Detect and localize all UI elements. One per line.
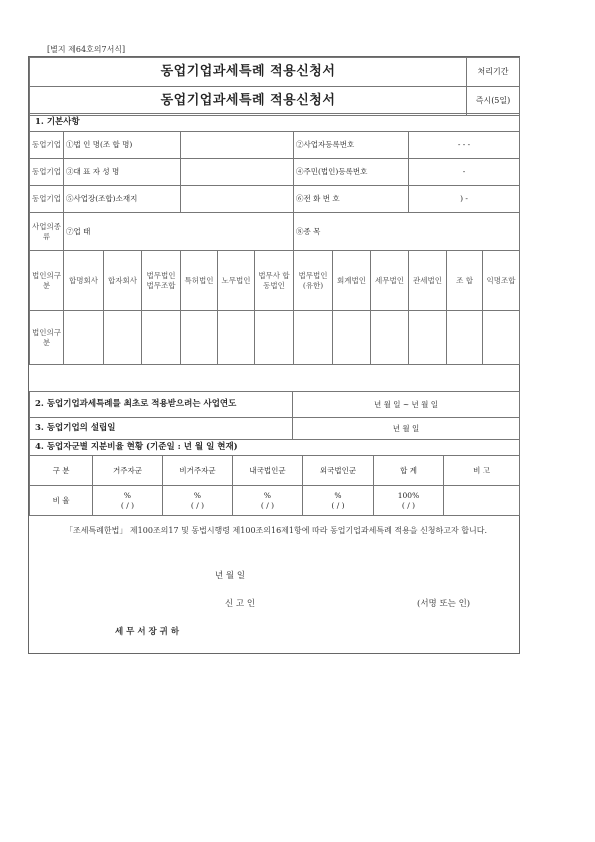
field-corp-name-label: ①법 인 명(조 합 명) — [64, 132, 181, 159]
field-ceo-label: ③대 표 자 성 명 — [64, 159, 181, 186]
field-address-value[interactable] — [181, 186, 294, 213]
form-title: 동업기업과세특례 적용신청서 — [30, 58, 467, 87]
row-label-company: 동업기업 — [30, 132, 64, 159]
share-fraction: ( / ) — [190, 500, 205, 510]
corp-type-check-cell[interactable] — [142, 311, 181, 365]
section-established-date: 3. 동업기업의 설립일 — [30, 418, 293, 440]
share-header-cell: 내국법인군 — [233, 456, 303, 486]
share-fraction: ( / ) — [331, 500, 345, 510]
corp-type-check-cell[interactable] — [294, 311, 333, 365]
row-label-company-2: 동업기업 — [30, 159, 64, 186]
corp-type-header-row — [30, 251, 520, 311]
share-value-cell[interactable] — [374, 486, 444, 516]
field-bizreg-label: ②사업자등록번호 — [294, 132, 409, 159]
field-item-label: ⑧종 목 — [294, 213, 520, 251]
share-header-cell: 비거주자군 — [163, 456, 233, 486]
corp-type-check-cell[interactable] — [409, 311, 447, 365]
first-year-value[interactable]: 년 월 일 ~ 년 월 일 — [293, 392, 520, 418]
corp-type-check-cell[interactable] — [447, 311, 483, 365]
share-remarks-cell[interactable] — [444, 486, 520, 516]
share-value-cell[interactable] — [93, 486, 163, 516]
field-business-label: ⑦업 태 — [64, 213, 294, 251]
corp-type-check-cell[interactable] — [255, 311, 294, 365]
recipient: 세 무 서 장 귀 하 — [115, 627, 180, 637]
corp-type-cell: 법무법인 법무조합 — [142, 251, 181, 311]
corp-type-cell: 법무법인 (유한) — [294, 251, 333, 311]
date-line: 년 월 일 — [215, 571, 246, 581]
share-header-cell: 거주자군 — [93, 456, 163, 486]
field-phone-label: ⑥전 화 번 호 — [294, 186, 409, 213]
application-form — [28, 56, 520, 654]
field-bizreg-value[interactable]: - - - — [409, 132, 520, 159]
period-table — [29, 391, 520, 440]
row-label-biz-type: 사업의종류 — [30, 213, 64, 251]
signature-placeholder: (서명 또는 인) — [417, 599, 471, 609]
corp-type-cell: 특허법인 — [181, 251, 218, 311]
corp-type-check-cell[interactable] — [64, 311, 104, 365]
corp-type-cell: 법무사 합동법인 — [255, 251, 294, 311]
corp-type-check-cell[interactable] — [483, 311, 520, 365]
section-share-ratio: 4. 동업자군별 지분비율 현황 (기준일 : 년 월 일 현재) — [30, 440, 520, 456]
processing-period-label: 처리기간 — [467, 58, 520, 87]
field-corp-name-value[interactable] — [181, 132, 294, 159]
corp-type-check-cell[interactable] — [333, 311, 371, 365]
section-basic-info: 1. 기본사항 — [30, 114, 520, 132]
share-fraction: ( / ) — [260, 500, 275, 510]
share-header-cell: 비 고 — [444, 456, 520, 486]
share-value-cell[interactable] — [233, 486, 303, 516]
share-header-cell: 구 분 — [30, 456, 93, 486]
share-value-cell[interactable] — [303, 486, 374, 516]
field-ceo-value[interactable] — [181, 159, 294, 186]
processing-period-value: 즉시(5일) — [467, 87, 520, 116]
share-header-cell: 외국법인군 — [303, 456, 374, 486]
corp-type-check-row — [30, 311, 520, 365]
field-resreg-label: ④주민(법인)등록번호 — [294, 159, 409, 186]
established-date-value[interactable]: 년 월 일 — [293, 418, 520, 440]
corp-type-cell: 회계법인 — [333, 251, 371, 311]
corp-type-check-cell[interactable] — [371, 311, 409, 365]
share-header-cell: 합 계 — [374, 456, 444, 486]
form-title-repeat: 동업기업과세특례 적용신청서 — [30, 87, 467, 116]
share-percent: % — [123, 491, 132, 501]
corp-type-cell: 합명회사 — [64, 251, 104, 311]
share-percent: % — [193, 491, 202, 501]
corp-type-cell: 익명조합 — [483, 251, 520, 311]
corp-type-check-cell[interactable] — [218, 311, 255, 365]
share-value-cell[interactable] — [163, 486, 233, 516]
corp-type-cell: 조 합 — [447, 251, 483, 311]
share-fraction: ( / ) — [120, 500, 135, 510]
applicant-label: 신 고 인 — [225, 599, 256, 609]
title-table — [29, 57, 520, 116]
corp-type-cell: 합자회사 — [104, 251, 142, 311]
row-label-company-3: 동업기업 — [30, 186, 64, 213]
section-first-year: 2. 동업기업과세특례를 최초로 적용받으려는 사업연도 — [30, 392, 293, 418]
field-resreg-value[interactable]: - — [409, 159, 520, 186]
field-address-label: ⑤사업장(조합)소재지 — [64, 186, 181, 213]
field-phone-value[interactable]: ) - — [409, 186, 520, 213]
corp-type-check-cell[interactable] — [104, 311, 142, 365]
declaration-text: 「조세특례한법」 제100조의17 및 동법시행령 제100조의16제1항에 따라 동업기업과세특례 적용을 신청하고자 합니다. — [65, 526, 487, 535]
share-ratio-table — [29, 439, 520, 516]
form-number: [별지 제64호의7서식] — [47, 45, 126, 54]
share-percent: % — [263, 491, 272, 501]
corp-type-cell: 관세법인 — [409, 251, 447, 311]
corp-type-cell: 세무법인 — [371, 251, 409, 311]
basic-info-table — [29, 113, 520, 365]
row-label-corp-type: 법인의구분 — [30, 251, 64, 311]
share-percent: % — [334, 491, 342, 501]
corp-type-check-cell[interactable] — [181, 311, 218, 365]
share-fraction: ( / ) — [401, 500, 416, 510]
share-row-label: 비 율 — [30, 486, 93, 516]
corp-type-cell: 노무법인 — [218, 251, 255, 311]
row-label-corp-type-2: 법인의구분 — [30, 311, 64, 365]
share-percent: 100% — [397, 491, 420, 501]
